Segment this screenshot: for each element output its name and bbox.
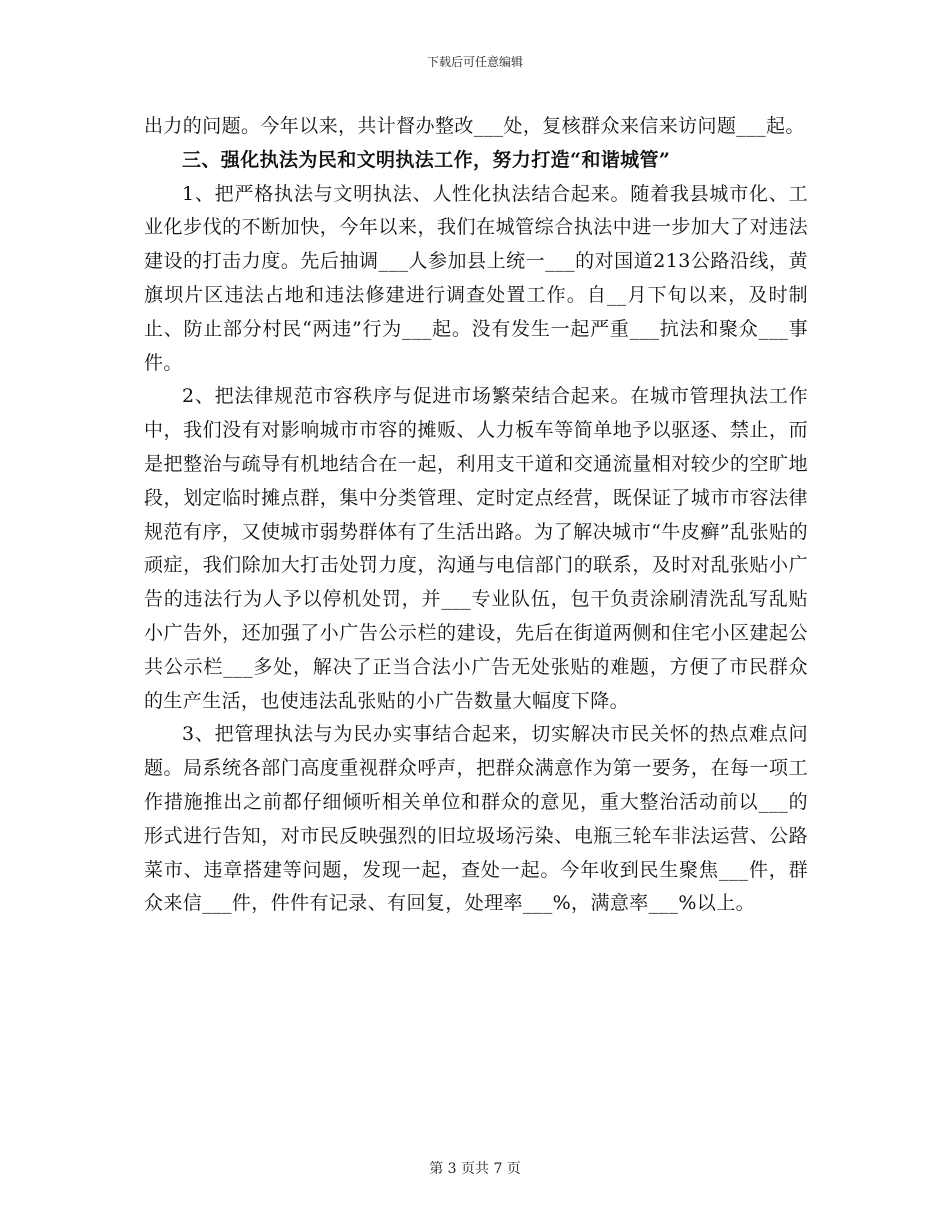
paragraph-item-1: 1、把严格执法与文明执法、人性化执法结合起来。随着我县城市化、工业化步伐的不断加快，今年以来，我们在城管综合执法中进一步加大了对违法建设的打击力度。先后抽调___人参加县上统一___的对国道213公路沿线，黄旗坝片区违法占地和违法修建进行调查处置工作。自__月下旬以来，及时制止、防止部分村民“两违”行为___起。没有发生一起严重___抗法和聚众___事件。 <box>144 182 808 374</box>
page-header: 下载后可任意编辑 <box>426 55 523 69</box>
page-footer: 第 3 页共 7 页 <box>429 1161 521 1177</box>
section-heading: 三、强化执法为民和文明执法工作，努力打造“和谐城管” <box>182 148 671 171</box>
document-body <box>144 110 808 921</box>
paragraph-item-3: 3、把管理执法与为民办实事结合起来，切实解决市民关怀的热点难点问题。局系统各部门高度重视群众呼声，把群众满意作为第一要务，在每一项工作措施推出之前都仔细倾听相关单位和群众的意见，重大整治活动前以___的形式进行告知，对市民反映强烈的旧垃圾场污染、电瓶三轮车非法运营、公路菜市、违章搭建等问题，发现一起，查处一起。今年收到民生聚焦___件，群众来信___件，件件有记录、有回复，处理率___%，满意率___%以上。 <box>144 723 808 915</box>
paragraph-continued: 出力的问题。今年以来，共计督办整改___处，复核群众来信来访问题___起。 <box>144 115 805 137</box>
paragraph-item-2: 2、把法律规范市容秩序与促进市场繁荣结合起来。在城市管理执法工作中，我们没有对影响城市市容的摊贩、人力板车等简单地予以驱逐、禁止，而是把整治与疏导有机地结合在一起，利用支干道和交通流量相对较少的空旷地段，划定临时摊点群，集中分类管理、定时定点经营，既保证了城市市容法律规范有序，又使城市弱势群体有了生活出路。为了解决城市“牛皮癣”乱张贴的顽症，我们除加大打击处罚力度，沟通与电信部门的联系，及时对乱张贴小广告的违法行为人予以停机处罚，并___专业队伍，包干负责涂刷清洗乱写乱贴小广告外，还加强了小广告公示栏的建设，先后在街道两侧和住宅小区建起公共公示栏___多处，解决了正当合法小广告无处张贴的难题，方便了市民群众的生产生活，也使违法乱张贴的小广告数量大幅度下降。 <box>144 385 808 712</box>
